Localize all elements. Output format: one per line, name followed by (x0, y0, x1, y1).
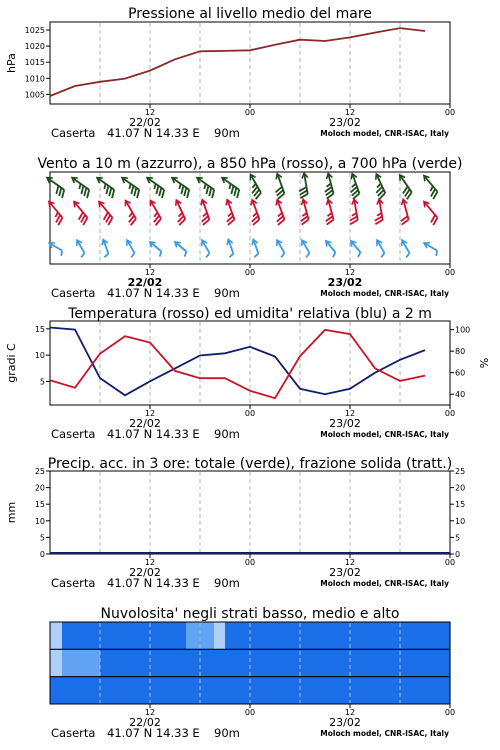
barb-half-feather (158, 251, 163, 256)
date-label: 23/02 (327, 276, 363, 289)
date-label: 23/02 (329, 566, 361, 579)
cloud-cell (375, 649, 401, 676)
x-tick-label: 12 (144, 409, 156, 418)
wind-barb-850-hpa (169, 199, 189, 225)
cloud-cell (225, 649, 251, 676)
wind-barb-700-hpa (296, 173, 311, 199)
y-tick-label: 1010 (24, 74, 45, 84)
y-tick-label: 10 (34, 351, 45, 361)
cloud-cell (250, 622, 276, 649)
date-label: 23/02 (329, 417, 361, 430)
chart-title: Nuvolosita' negli strati basso, medio e alto (100, 606, 400, 622)
plot-frame (50, 22, 450, 104)
wind-barb-850-hpa (43, 200, 67, 225)
y-right-tick-label: 40 (455, 390, 466, 400)
barb-half-feather (80, 253, 85, 257)
cloud-cell (275, 677, 301, 704)
wind-barb-700-hpa (270, 173, 289, 199)
wind-barb-700-hpa (192, 175, 218, 198)
wind-barb-700-hpa (167, 175, 193, 198)
altitude-label: 90m (214, 126, 240, 140)
wind-barb-10-m (398, 239, 413, 258)
chart-title: Precip. acc. in 3 ore: totale (verde), frazione solida (tratt.) (47, 456, 453, 472)
barb-half-feather (280, 253, 285, 257)
temperature-line (50, 330, 425, 398)
barb-half-feather (380, 253, 385, 257)
cloud-cell (175, 677, 201, 704)
wind-barb-700-hpa (393, 173, 416, 199)
y-tick-label: 15 (34, 500, 45, 510)
x-tick-label: 00 (444, 558, 456, 567)
cloud-cell (100, 622, 126, 649)
cloud-cell (150, 649, 176, 676)
cloud-cell (250, 677, 276, 704)
barb-half-feather (254, 254, 259, 258)
cloud-cell (300, 677, 326, 704)
cloud-cell (400, 622, 426, 649)
wind-barb-10-m (422, 240, 441, 255)
panel-4 (5, 456, 465, 590)
wind-barb-10-m (99, 238, 112, 257)
y-tick-label: 15 (34, 324, 45, 334)
wind-barb-700-hpa (320, 173, 337, 199)
wind-barb-700-hpa (217, 175, 243, 198)
cloud-cell (150, 677, 176, 704)
chart-title: Pressione al livello medio del mare (128, 6, 372, 22)
x-tick-label: 12 (344, 108, 356, 117)
wind-barb-10-m (198, 239, 213, 258)
cloud-cell (75, 622, 101, 649)
wind-barb-10-m (347, 239, 364, 257)
wind-barb-10-m (273, 239, 288, 258)
credit-label: Moloch model, CNR-ISAC, Italy (320, 729, 449, 738)
chart-title: Temperatura (rosso) ed umidita' relativa (blu) a 2 m (68, 306, 432, 322)
x-tick-label: 00 (444, 708, 456, 717)
x-tick-label: 00 (244, 409, 256, 418)
date-label: 22/02 (129, 566, 161, 579)
date-label: 23/02 (329, 116, 361, 129)
cloud-cell (62, 677, 76, 704)
cloud-cell (400, 649, 426, 676)
wind-barb-700-hpa (369, 173, 389, 199)
wind-barb-850-hpa (346, 199, 361, 225)
wind-barb-850-hpa (418, 200, 442, 225)
barb-half-feather (205, 253, 210, 257)
x-tick-label: 12 (144, 558, 156, 567)
cloud-cell (225, 677, 251, 704)
location-label: Caserta (51, 427, 96, 441)
cloud-cell (350, 649, 376, 676)
x-tick-label: 00 (244, 268, 256, 277)
wind-barb-10-m (172, 240, 190, 257)
wind-barb-700-hpa (42, 175, 68, 198)
coords-label: 41.07 N 14.33 E (107, 427, 200, 441)
cloud-cell (75, 677, 101, 704)
wind-barb-700-hpa (117, 175, 143, 198)
location-label: Caserta (51, 286, 96, 300)
barb-half-feather (130, 253, 135, 257)
y-tick-label: 5 (39, 377, 45, 387)
credit-label: Moloch model, CNR-ISAC, Italy (320, 430, 449, 439)
wind-barb-10-m (147, 240, 165, 257)
wind-barb-700-hpa (142, 175, 168, 198)
cloud-cell (50, 622, 63, 649)
cloud-cell (300, 649, 326, 676)
cloud-cell (50, 649, 63, 676)
cloud-cell (200, 649, 226, 676)
cloud-cell (200, 677, 226, 704)
wind-barb-850-hpa (144, 199, 166, 225)
cloud-cell (425, 677, 451, 704)
wind-barb-10-m (298, 239, 313, 258)
y-tick-label: 0 (39, 550, 45, 559)
date-label: 22/02 (129, 116, 161, 129)
location-label: Caserta (51, 726, 96, 740)
location-label: Caserta (51, 576, 96, 590)
cloud-cell (325, 622, 351, 649)
wind-barb-850-hpa (68, 200, 92, 225)
location-label: Caserta (51, 126, 96, 140)
x-tick-label: 00 (244, 558, 256, 567)
y-right-tick-label: 10 (455, 516, 466, 526)
y-tick-label: 10 (34, 516, 45, 526)
x-tick-label: 12 (344, 558, 356, 567)
x-tick-label: 00 (244, 108, 256, 117)
y-tick-label: 20 (34, 483, 45, 493)
barb-half-feather (104, 254, 109, 258)
cloud-cell (125, 649, 151, 676)
cloud-cell (100, 649, 126, 676)
barb-half-feather (405, 253, 410, 257)
cloud-cell (75, 649, 101, 676)
wind-barb-850-hpa (245, 199, 264, 225)
credit-label: Moloch model, CNR-ISAC, Italy (320, 579, 449, 588)
cloud-cell (275, 649, 301, 676)
wind-barb-700-hpa (345, 173, 364, 199)
y-axis-label: hPa (5, 53, 18, 73)
barb-half-feather (183, 251, 188, 256)
cloud-cell (325, 677, 351, 704)
barb-half-feather (332, 252, 337, 257)
y-tick-label: 1020 (24, 42, 45, 52)
wind-barb-850-hpa (371, 199, 386, 225)
y-right-tick-label: 25 (455, 467, 466, 476)
y-right-tick-label: 15 (455, 500, 466, 510)
wind-barb-10-m (322, 239, 339, 257)
credit-label: Moloch model, CNR-ISAC, Italy (320, 129, 449, 138)
wind-barb-700-hpa (244, 173, 266, 199)
x-tick-label: 12 (144, 108, 156, 117)
coords-label: 41.07 N 14.33 E (107, 576, 200, 590)
panel-1 (5, 6, 455, 140)
wind-barb-10-m (373, 239, 388, 258)
wind-barb-10-m (224, 238, 237, 257)
altitude-label: 90m (214, 726, 240, 740)
wind-barb-850-hpa (93, 200, 117, 225)
y-right-tick-label: 5 (455, 533, 461, 543)
coords-label: 41.07 N 14.33 E (107, 286, 200, 300)
y-right-axis-label: % (478, 357, 491, 369)
date-label: 22/02 (127, 276, 163, 289)
coords-label: 41.07 N 14.33 E (107, 126, 200, 140)
date-label: 22/02 (129, 417, 161, 430)
y-axis-label: mm (5, 501, 18, 524)
barb-half-feather (357, 252, 362, 257)
panel-5 (50, 606, 455, 740)
wind-barb-850-hpa (195, 199, 214, 225)
y-right-tick-label: 60 (455, 368, 466, 378)
altitude-label: 90m (214, 576, 240, 590)
y-right-tick-label: 20 (455, 483, 466, 493)
date-label: 23/02 (329, 716, 361, 729)
x-tick-label: 12 (144, 268, 156, 277)
y-tick-label: 1015 (24, 58, 45, 68)
x-tick-label: 00 (444, 268, 456, 277)
cloud-cell (50, 677, 63, 704)
y-right-tick-label: 80 (455, 347, 466, 357)
cloud-cell (125, 677, 151, 704)
plot-frame (50, 471, 450, 554)
wind-barb-850-hpa (119, 199, 141, 225)
x-tick-label: 12 (344, 708, 356, 717)
cloud-cell (175, 649, 201, 676)
cloud-cell (225, 622, 251, 649)
wind-barb-700-hpa (67, 175, 93, 198)
cloud-cell (325, 649, 351, 676)
y-right-tick-label: 0 (455, 550, 461, 559)
x-tick-label: 12 (144, 708, 156, 717)
y-axis-label: gradi C (5, 343, 18, 383)
wind-barb-700-hpa (418, 174, 442, 199)
x-tick-label: 12 (344, 268, 356, 277)
cloud-cell (250, 649, 276, 676)
wind-barb-850-hpa (295, 199, 312, 225)
wind-barb-850-hpa (320, 199, 337, 225)
panel-2 (37, 156, 462, 300)
wind-barb-700-hpa (92, 175, 118, 198)
cloud-cell (100, 677, 126, 704)
y-tick-label: 1005 (24, 90, 45, 100)
wind-barb-10-m (73, 239, 88, 258)
cloud-cell (150, 622, 176, 649)
wind-barb-850-hpa (270, 199, 289, 225)
cloud-cell (62, 649, 76, 676)
date-label: 22/02 (129, 716, 161, 729)
cloud-cell (400, 677, 426, 704)
cloud-cell (425, 622, 451, 649)
altitude-label: 90m (214, 427, 240, 441)
y-right-tick-label: 100 (455, 325, 471, 335)
x-tick-label: 00 (444, 108, 456, 117)
wind-barb-850-hpa (395, 199, 412, 225)
wind-barb-10-m (249, 238, 262, 257)
cloud-cell (275, 622, 301, 649)
x-tick-label: 00 (244, 708, 256, 717)
wind-barb-850-hpa (220, 199, 239, 225)
cloud-cell (350, 677, 376, 704)
panel-3 (5, 306, 491, 441)
credit-label: Moloch model, CNR-ISAC, Italy (320, 289, 449, 298)
cloud-cell (375, 622, 401, 649)
x-tick-label: 00 (444, 409, 456, 418)
cloud-cell (62, 622, 76, 649)
y-tick-label: 25 (34, 467, 45, 476)
y-tick-label: 5 (39, 533, 45, 543)
barb-half-feather (229, 254, 234, 258)
cloud-cell (375, 677, 401, 704)
cloud-cell (350, 622, 376, 649)
y-tick-label: 1025 (24, 26, 45, 36)
cloud-cell (425, 649, 451, 676)
cloud-cell (125, 622, 151, 649)
barb-half-feather (305, 253, 310, 257)
barb-half-feather (435, 251, 439, 256)
altitude-label: 90m (214, 286, 240, 300)
chart-title: Vento a 10 m (azzurro), a 850 hPa (rosso), a 700 hPa (verde) (37, 156, 463, 172)
wind-barb-10-m (47, 240, 66, 255)
barb-half-feather (60, 251, 64, 256)
pressure-line (50, 28, 425, 96)
cloud-cell (300, 622, 326, 649)
wind-barb-10-m (123, 239, 138, 258)
coords-label: 41.07 N 14.33 E (107, 726, 200, 740)
x-tick-label: 12 (344, 409, 356, 418)
